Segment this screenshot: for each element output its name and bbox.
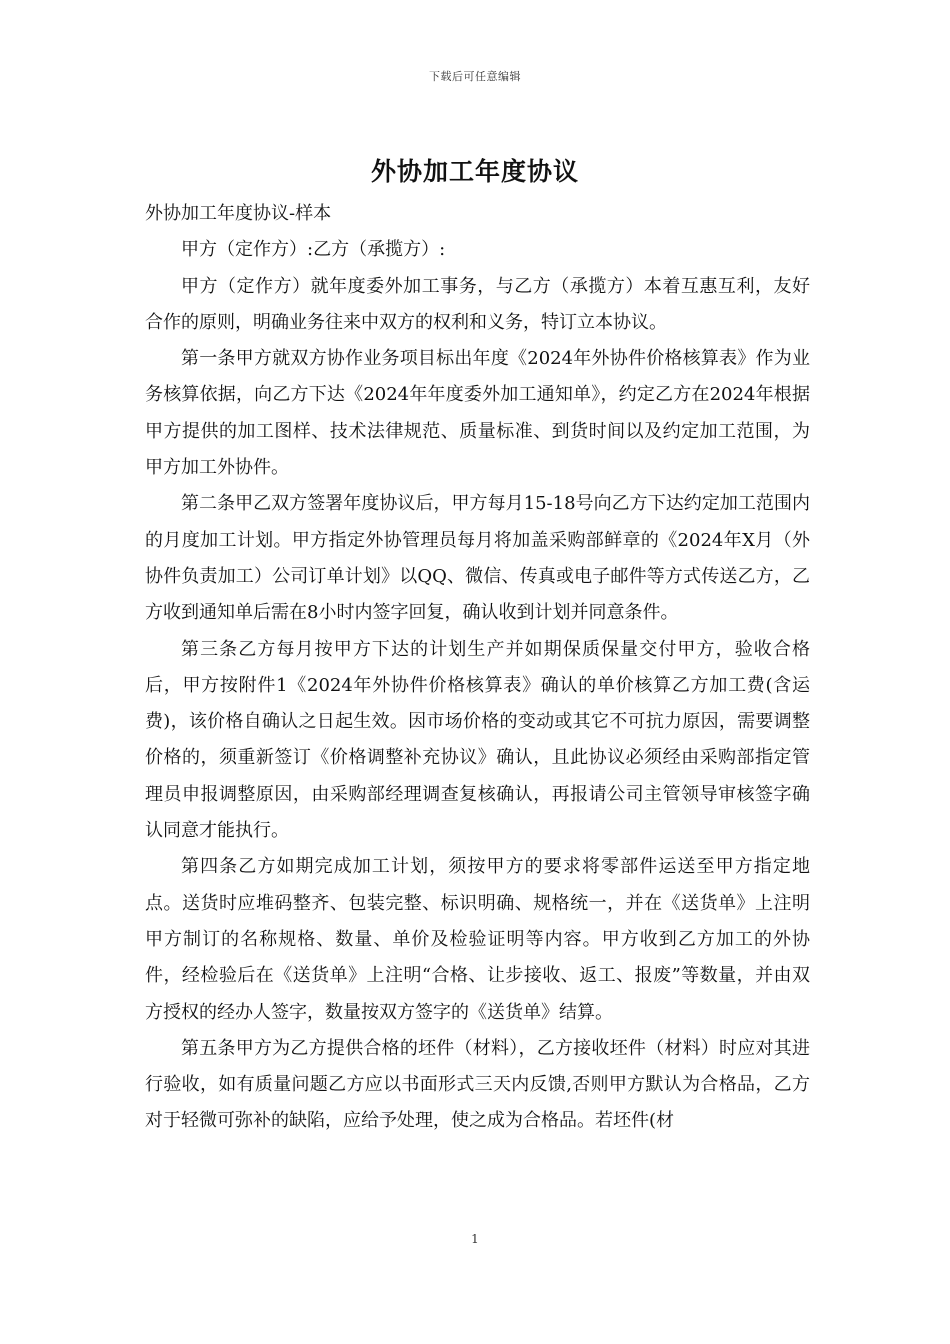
article-1-paragraph: 第一条甲方就双方协作业务项目标出年度《2024年外协件价格核算表》作为业务核算依据，向乙方下达《2024年年度委外加工通知单》，约定乙方在2024年根据甲方提供的加工图样、技术法律规范、质量标准、到货时间以及约定加工范围，为甲方加工外协件。 bbox=[145, 348, 810, 479]
page-number: 1 bbox=[471, 1232, 479, 1246]
article-3-paragraph: 第三条乙方每月按甲方下达的计划生产并如期保质保量交付甲方，验收合格后，甲方按附件1《2024年外协件价格核算表》确认的单价核算乙方加工费(含运费)，该价格自确认之日起生效。因市场价格的变动或其它不可抗力原因，需要调整价格的，须重新签订《价格调整补充协议》确认，且此协议必须经由采购部指定管理员申报调整原因，由采购部经理调查复核确认，再报请公司主管领导审核签字确认同意才能执行。 bbox=[145, 638, 810, 842]
document-body bbox=[145, 196, 810, 1140]
preamble-paragraph: 甲方（定作方）就年度委外加工事务，与乙方（承揽方）本着互惠互利，友好合作的原则，明确业务往来中双方的权利和义务，特订立本协议。 bbox=[145, 275, 810, 333]
document-title: 外协加工年度协议 bbox=[370, 157, 579, 186]
article-5-paragraph: 第五条甲方为乙方提供合格的坯件（材料），乙方接收坯件（材料）时应对其进行验收，如有质量问题乙方应以书面形式三天内反馈,否则甲方默认为合格品，乙方对于轻微可弥补的缺陷，应给予处理，使之成为合格品。若坯件(材 bbox=[145, 1037, 810, 1132]
document-subtitle: 外协加工年度协议-样本 bbox=[145, 203, 332, 224]
article-2-paragraph: 第二条甲乙双方签署年度协议后，甲方每月15-18号向乙方下达约定加工范围内的月度加工计划。甲方指定外协管理员每月将加盖采购部鲜章的《2024年X月（外协件负责加工）公司订单计划》以QQ、微信、传真或电子邮件等方式传送乙方，乙方收到通知单后需在8小时内签字回复，确认收到计划并同意条件。 bbox=[145, 493, 810, 624]
article-4-paragraph: 第四条乙方如期完成加工计划，须按甲方的要求将零部件运送至甲方指定地点。送货时应堆码整齐、包装完整、标识明确、规格统一，并在《送货单》上注明甲方制订的名称规格、数量、单价及检验证明等内容。甲方收到乙方加工的外协件，经检验后在《送货单》上注明“合格、让步接收、返工、报废”等数量，并由双方授权的经办人签字，数量按双方签字的《送货单》结算。 bbox=[145, 856, 810, 1023]
header-note: 下载后可任意编辑 bbox=[429, 70, 521, 83]
parties-line: 甲方（定作方）:乙方（承揽方）: bbox=[181, 239, 446, 261]
